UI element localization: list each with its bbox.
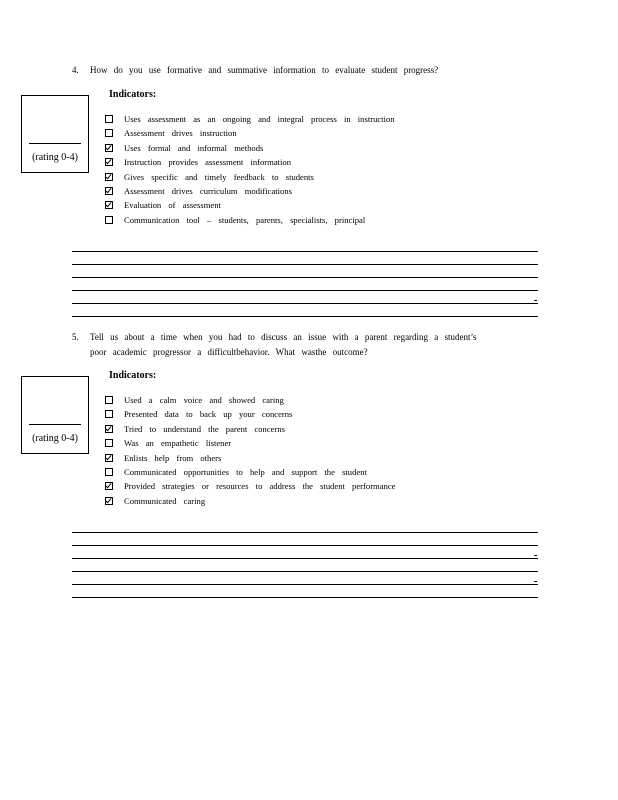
indicator-item[interactable] xyxy=(105,494,505,508)
indicator-label: Assessment drives instruction xyxy=(124,128,237,139)
indicator-label: Tried to understand the parent concerns xyxy=(124,423,285,434)
answer-line[interactable] xyxy=(72,264,538,265)
line-mark xyxy=(534,300,537,301)
answer-line[interactable] xyxy=(72,545,538,546)
indicator-list xyxy=(105,112,505,227)
indicator-label: Instruction provides assessment information xyxy=(124,157,292,168)
indicator-item[interactable] xyxy=(105,155,505,169)
answer-line[interactable] xyxy=(72,277,538,278)
indicator-label: Communicated opportunities to help and support the student xyxy=(124,466,367,477)
indicator-item[interactable] xyxy=(105,393,505,407)
question-number: 5. xyxy=(72,332,79,342)
indicator-label: Provided strategies or resources to address the student performance xyxy=(124,481,396,492)
checkbox-icon[interactable] xyxy=(105,144,113,152)
question-5 xyxy=(72,330,477,360)
indicator-item[interactable] xyxy=(105,407,505,421)
indicator-label: Gives specific and timely feedback to students xyxy=(124,171,314,182)
rating-label: (rating 0-4) xyxy=(32,152,78,163)
indicator-label: Communicated caring xyxy=(124,495,206,506)
indicator-item[interactable] xyxy=(105,184,505,198)
indicator-item[interactable] xyxy=(105,198,505,212)
checkbox-icon[interactable] xyxy=(105,187,113,195)
answer-line[interactable] xyxy=(72,290,538,291)
checkbox-icon[interactable] xyxy=(105,454,113,462)
answer-line[interactable] xyxy=(72,251,538,252)
question-text: How do you use formative and summative information to evaluate student progress? xyxy=(90,65,439,75)
question-number: 4. xyxy=(72,65,79,75)
indicator-label: Uses formal and informal methods xyxy=(124,142,264,153)
checkbox-icon[interactable] xyxy=(105,396,113,404)
checkbox-icon[interactable] xyxy=(105,468,113,476)
indicator-label: Assessment drives curriculum modifications xyxy=(124,185,292,196)
answer-line[interactable] xyxy=(72,558,538,559)
checkbox-icon[interactable] xyxy=(105,216,113,224)
indicator-item[interactable] xyxy=(105,213,505,227)
indicator-item[interactable] xyxy=(105,451,505,465)
checkbox-icon[interactable] xyxy=(105,158,113,166)
answer-line[interactable] xyxy=(72,571,538,572)
checkbox-icon[interactable] xyxy=(105,425,113,433)
indicator-label: Communication tool – students, parents, specialists, principal xyxy=(124,214,366,225)
indicator-label: Presented data to back up your concerns xyxy=(124,409,293,420)
checkbox-icon[interactable] xyxy=(105,173,113,181)
rating-input-line[interactable] xyxy=(29,424,81,425)
indicator-label: Used a calm voice and showed caring xyxy=(124,395,284,405)
indicator-item[interactable] xyxy=(105,112,505,126)
answer-line[interactable] xyxy=(72,316,538,317)
answer-line[interactable] xyxy=(72,584,538,585)
indicators-title: Indicators: xyxy=(109,370,157,381)
indicator-item[interactable] xyxy=(105,422,505,436)
line-mark xyxy=(534,555,537,556)
indicator-label: Was an empathetic listener xyxy=(124,438,232,449)
checkbox-icon[interactable] xyxy=(105,115,113,123)
answer-line[interactable] xyxy=(72,597,538,598)
checkbox-icon[interactable] xyxy=(105,129,113,137)
checkbox-icon[interactable] xyxy=(105,201,113,209)
line-mark xyxy=(534,581,537,582)
rating-box xyxy=(21,95,89,173)
indicators-title: Indicators: xyxy=(109,89,157,100)
indicator-item[interactable] xyxy=(105,465,505,479)
checkbox-icon[interactable] xyxy=(105,497,113,505)
rating-input-line[interactable] xyxy=(29,143,81,144)
question-text: Tell us about a time when you had to discuss an issue with a parent regarding a student’s xyxy=(90,332,477,342)
indicator-item[interactable] xyxy=(105,126,505,140)
indicator-item[interactable] xyxy=(105,436,505,450)
checkbox-icon[interactable] xyxy=(105,410,113,418)
indicator-label: Enlists help from others xyxy=(124,452,222,463)
rating-label: (rating 0-4) xyxy=(32,433,78,444)
answer-line[interactable] xyxy=(72,532,538,533)
indicator-label: Evaluation of assessment xyxy=(124,200,221,211)
checkbox-icon[interactable] xyxy=(105,439,113,447)
indicator-label: Uses assessment as an ongoing and integral process in instruction xyxy=(124,114,395,124)
indicator-list xyxy=(105,393,505,508)
indicator-item[interactable] xyxy=(105,141,505,155)
question-4 xyxy=(72,63,438,78)
question-text-continued: poor academic progressor a difficultbehavior. What wasthe outcome? xyxy=(90,347,368,357)
answer-line[interactable] xyxy=(72,303,538,304)
indicator-item[interactable] xyxy=(105,170,505,184)
indicator-item[interactable] xyxy=(105,479,505,493)
checkbox-icon[interactable] xyxy=(105,482,113,490)
rating-box xyxy=(21,376,89,454)
